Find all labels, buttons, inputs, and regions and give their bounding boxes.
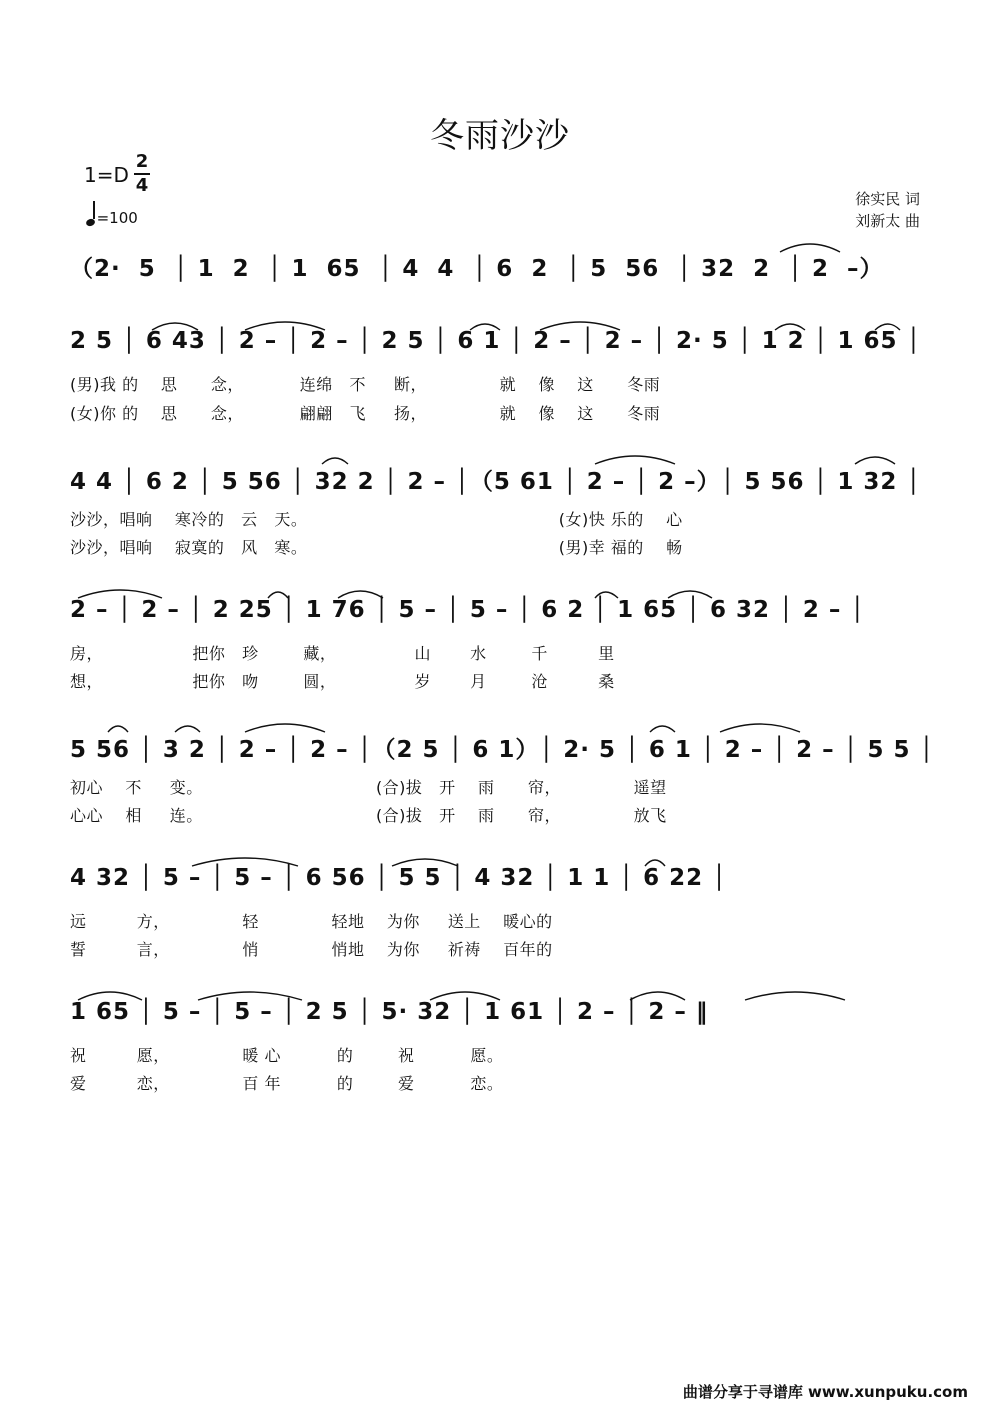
footer-credit: 曲谱分享于寻谱库 www.xunpuku.com	[682, 1383, 968, 1401]
tempo-mark	[86, 205, 138, 227]
time-signature	[134, 152, 150, 196]
notation-line-6: 4 32 │ 5 – │ 5 – │ 6 56 │ 5 5 │ 4 32 │ 1 1 │ 6 22 │	[70, 865, 728, 891]
notation-line-2: 2 5 │ 6 43 │ 2 – │ 2 – │ 2 5 │ 6 1 │ 2 – │ 2 – │ 2· 5 │ 1 2 │ 1 65 │	[70, 328, 922, 354]
lyrics-line-5-verse-1: 初心 不 变。 (合)拔 开 雨 帘， 遥望	[70, 778, 667, 797]
lyricist-credit: 徐实民 词	[855, 190, 920, 208]
lyrics-line-4-verse-2: 想， 把你 吻 圆， 岁 月 沧 桑	[70, 672, 615, 691]
lyrics-line-2-verse-2: (女)你 的 思 念， 翩翩 飞 扬， 就 像 这 冬雨	[70, 404, 661, 423]
tempo-value: =100	[96, 209, 138, 227]
note-stem-icon	[93, 201, 95, 219]
notation-line-1: （2· 5 │ 1 2 │ 1 65 │ 4 4 │ 6 2 │ 5 56 │ 32 2 │ 2 –）	[70, 256, 884, 282]
lyrics-line-6-verse-2: 誓 言， 悄 悄地 为你 祈祷 百年的	[70, 940, 553, 959]
lyrics-line-2-verse-1: (男)我 的 思 念， 连绵 不 断， 就 像 这 冬雨	[70, 375, 661, 394]
lyrics-line-7-verse-1: 祝 愿， 暖 心 的 祝 愿。	[70, 1046, 504, 1065]
lyrics-line-3-verse-2: 沙沙，唱响 寂寞的 风 寒。 (男)幸 福的 畅	[70, 538, 683, 557]
lyrics-line-3-verse-1: 沙沙，唱响 寒冷的 云 天。 (女)快 乐的 心	[70, 510, 683, 529]
notation-line-5: 5 56 │ 3 2 │ 2 – │ 2 – │（2 5 │ 6 1）│ 2· 5 │ 6 1 │ 2 – │ 2 – │ 5 5 │	[70, 737, 935, 763]
lyrics-line-5-verse-2: 心心 相 连。 (合)拔 开 雨 帘， 放飞	[70, 806, 667, 825]
notation-line-7: 1 65 │ 5 – │ 5 – │ 2 5 │ 5· 32 │ 1 61 │ 2 – │ 2 – ‖	[70, 999, 709, 1025]
notation-line-3: 4 4 │ 6 2 │ 5 56 │ 32 2 │ 2 – │（5 61 │ 2 – │ 2 –）│ 5 56 │ 1 32 │	[70, 469, 922, 495]
composer-credit: 刘新太 曲	[855, 212, 920, 230]
time-signature-top: 2	[135, 151, 149, 172]
song-title: 冬雨沙沙	[430, 116, 570, 156]
key-signature: 1=D	[84, 163, 129, 187]
lyrics-line-4-verse-1: 房， 把你 珍 藏， 山 水 千 里	[70, 644, 615, 663]
time-signature-bottom: 4	[135, 175, 149, 196]
lyrics-line-7-verse-2: 爱 恋， 百 年 的 爱 恋。	[70, 1074, 504, 1093]
notation-line-4: 2 – │ 2 – │ 2 25 │ 1 76 │ 5 – │ 5 – │ 6 2 │ 1 65 │ 6 32 │ 2 – │	[70, 597, 866, 623]
lyrics-line-6-verse-1: 远 方， 轻 轻地 为你 送上 暖心的	[70, 912, 553, 931]
quarter-note-icon	[85, 218, 96, 228]
